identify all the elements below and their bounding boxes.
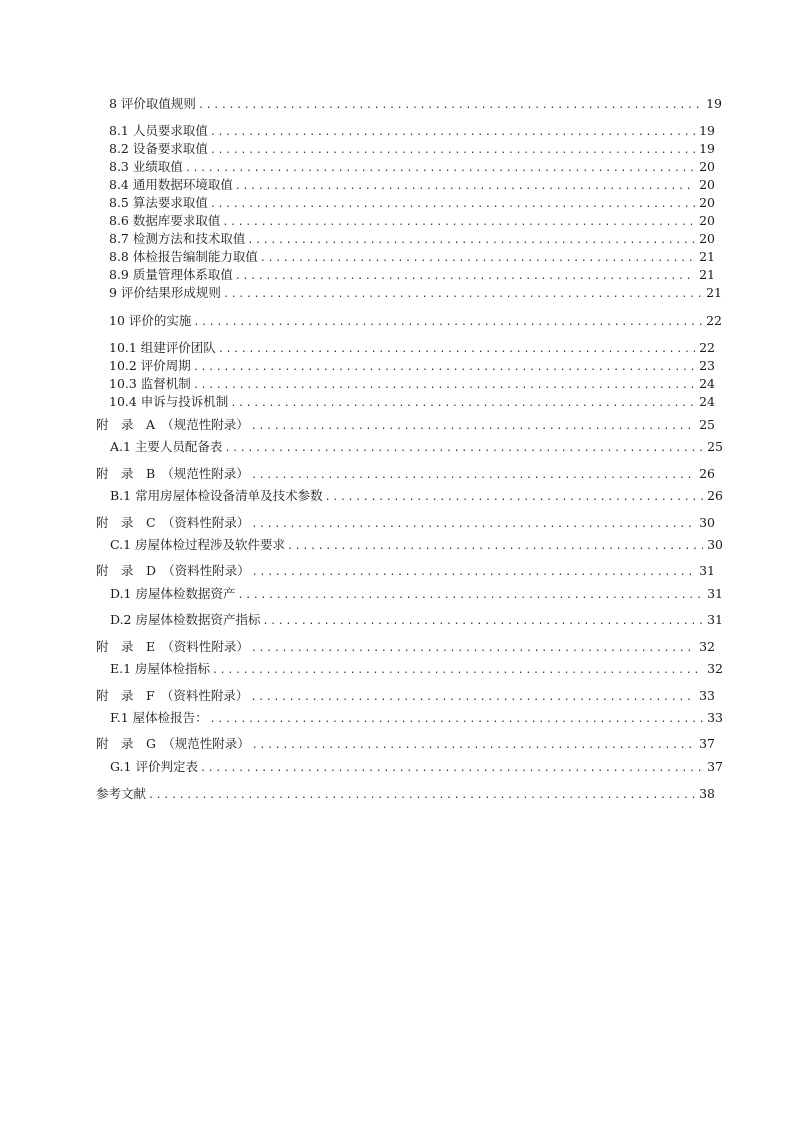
toc-entry-page: 20 xyxy=(699,231,715,246)
toc-entry-label: 10.1 组建评价团队 xyxy=(109,340,216,355)
toc-entry-page: 25 xyxy=(707,439,723,454)
toc-entry-appendix-d[interactable] xyxy=(96,563,715,581)
toc-entry-10-3[interactable] xyxy=(109,376,715,394)
dot-leader xyxy=(251,419,695,435)
dot-leader xyxy=(235,179,695,195)
toc-entry-page: 32 xyxy=(699,639,715,654)
toc-entry-appendix-g[interactable] xyxy=(96,736,715,754)
toc-entry-label: 9 评价结果形成规则 xyxy=(109,285,221,300)
toc-entry-label: D.1 房屋体检数据资产 xyxy=(110,586,236,601)
toc-entry-label: 8.5 算法要求取值 xyxy=(109,195,208,210)
toc-entry-page: 19 xyxy=(706,96,722,111)
dot-leader xyxy=(210,125,695,141)
dot-leader xyxy=(235,269,695,285)
toc-entry-page: 37 xyxy=(707,759,723,774)
toc-entry-label: 8.9 质量管理体系取值 xyxy=(109,267,233,282)
dot-leader xyxy=(230,396,695,412)
toc-entry-appendix-c[interactable] xyxy=(96,515,715,533)
toc-entry-page: 24 xyxy=(699,376,715,391)
dot-leader xyxy=(260,251,695,267)
toc-entry-label: 8.6 数据库要求取值 xyxy=(109,213,221,228)
dot-leader xyxy=(252,565,695,581)
dot-leader xyxy=(193,315,702,331)
dot-leader xyxy=(222,215,695,231)
toc-entry-appendix-b[interactable] xyxy=(96,466,715,484)
toc-entry-page: 38 xyxy=(699,786,715,801)
toc-entry-8-5[interactable] xyxy=(109,195,715,213)
toc-entry-page: 20 xyxy=(699,177,715,192)
toc-entry-8-3[interactable] xyxy=(109,159,715,177)
toc-entry-appendix-e[interactable] xyxy=(96,639,715,657)
toc-entry-references[interactable] xyxy=(96,786,715,804)
toc-entry-appendix-f[interactable] xyxy=(96,688,715,706)
toc-entry-appendix-a[interactable] xyxy=(96,417,715,435)
dot-leader xyxy=(251,468,695,484)
dot-leader xyxy=(325,490,704,506)
toc-entry-label: 附 录 E （资料性附录） xyxy=(96,639,249,654)
toc-entry-page: 24 xyxy=(699,394,715,409)
toc-entry-c-1[interactable] xyxy=(110,537,723,555)
dot-leader xyxy=(237,588,703,604)
dot-leader xyxy=(193,360,695,376)
toc-entry-8-9[interactable] xyxy=(109,267,715,285)
toc-entry-page: 21 xyxy=(706,285,722,300)
toc-entry-e-1[interactable] xyxy=(110,661,723,679)
dot-leader xyxy=(251,517,695,533)
toc-entry-8-4[interactable] xyxy=(109,177,715,195)
toc-entry-label: A.1 主要人员配备表 xyxy=(110,439,223,454)
toc-entry-label: 附 录 A （规范性附录） xyxy=(96,417,249,432)
toc-entry-page: 20 xyxy=(699,195,715,210)
toc-entry-page: 30 xyxy=(699,515,715,530)
toc-entry-10[interactable] xyxy=(109,313,722,331)
toc-entry-9[interactable] xyxy=(109,285,722,303)
dot-leader xyxy=(223,287,702,303)
dot-leader xyxy=(200,761,703,777)
toc-entry-10-4[interactable] xyxy=(109,394,715,412)
toc-entry-d-1[interactable] xyxy=(110,586,723,604)
toc-entry-page: 25 xyxy=(699,417,715,432)
dot-leader xyxy=(247,233,695,249)
toc-entry-page: 21 xyxy=(699,267,715,282)
dot-leader xyxy=(212,663,703,679)
toc-entry-page: 30 xyxy=(707,537,723,552)
toc-entry-8-8[interactable] xyxy=(109,249,715,267)
toc-entry-8-2[interactable] xyxy=(109,141,715,159)
dot-leader xyxy=(210,197,695,213)
toc-entry-page: 21 xyxy=(699,249,715,264)
toc-entry-page: 23 xyxy=(699,358,715,373)
toc-entry-label: 8.1 人员要求取值 xyxy=(109,123,208,138)
toc-entry-label: 8 评价取值规则 xyxy=(109,96,196,111)
toc-entry-label: 附 录 F （资料性附录） xyxy=(96,688,249,703)
toc-entry-page: 37 xyxy=(699,736,715,751)
toc-entry-label: 附 录 D （资料性附录） xyxy=(96,563,250,578)
dot-leader xyxy=(251,641,695,657)
dot-leader xyxy=(250,690,695,706)
toc-entry-8-1[interactable] xyxy=(109,123,715,141)
dot-leader xyxy=(148,788,695,804)
toc-entry-page: 20 xyxy=(699,213,715,228)
toc-entry-page: 31 xyxy=(699,563,715,578)
toc-entry-page: 19 xyxy=(699,123,715,138)
toc-entry-label: 8.7 检测方法和技术取值 xyxy=(109,231,246,246)
toc-entry-label: 10.3 监督机制 xyxy=(109,376,191,391)
toc-entry-g-1[interactable] xyxy=(110,759,723,777)
toc-entry-label: 8.3 业绩取值 xyxy=(109,159,183,174)
toc-entry-page: 33 xyxy=(699,688,715,703)
toc-entry-page: 32 xyxy=(707,661,723,676)
toc-entry-f-1[interactable] xyxy=(110,710,723,728)
toc-entry-label: 8.8 体检报告编制能力取值 xyxy=(109,249,258,264)
toc-entry-label: 参考文献 xyxy=(96,786,147,801)
toc-entry-label: 10 评价的实施 xyxy=(109,313,192,328)
toc-entry-page: 22 xyxy=(699,340,715,355)
toc-entry-page: 20 xyxy=(699,159,715,174)
dot-leader xyxy=(193,378,695,394)
toc-entry-label: 附 录 G （规范性附录） xyxy=(96,736,250,751)
dot-leader xyxy=(198,98,702,114)
dot-leader xyxy=(224,441,703,457)
toc-entry-label: 附 录 C （资料性附录） xyxy=(96,515,250,530)
dot-leader xyxy=(185,161,695,177)
toc-entry-label: 8.4 通用数据环境取值 xyxy=(109,177,233,192)
dot-leader xyxy=(252,738,695,754)
toc-entry-label: C.1 房屋体检过程涉及软件要求 xyxy=(110,537,286,552)
toc-entry-label: 8.2 设备要求取值 xyxy=(109,141,208,156)
toc-entry-b-1[interactable] xyxy=(110,488,723,506)
dot-leader xyxy=(262,614,703,630)
toc-entry-page: 31 xyxy=(707,586,723,601)
toc-entry-label: 附 录 B （规范性附录） xyxy=(96,466,249,481)
toc-entry-8-6[interactable] xyxy=(109,213,715,231)
toc-entry-page: 26 xyxy=(699,466,715,481)
toc-entry-page: 33 xyxy=(707,710,723,725)
toc-entry-label: B.1 常用房屋体检设备清单及技术参数 xyxy=(110,488,323,503)
toc-entry-label: 10.2 评价周期 xyxy=(109,358,191,373)
toc-entry-10-2[interactable] xyxy=(109,358,715,376)
toc-entry-label: G.1 评价判定表 xyxy=(110,759,198,774)
toc-entry-8-7[interactable] xyxy=(109,231,715,249)
toc-entry-page: 26 xyxy=(707,488,723,503)
toc-entry-d-2[interactable] xyxy=(110,612,723,630)
toc-entry-a-1[interactable] xyxy=(110,439,723,457)
dot-leader xyxy=(287,539,703,555)
toc-entry-label: F.1 屋体检报告： xyxy=(110,710,208,725)
toc-entry-label: 10.4 申诉与投诉机制 xyxy=(109,394,229,409)
dot-leader xyxy=(218,342,695,358)
toc-entry-10-1[interactable] xyxy=(109,340,715,358)
dot-leader xyxy=(210,712,703,728)
toc-entry-label: E.1 房屋体检指标 xyxy=(110,661,211,676)
toc-entry-page: 19 xyxy=(699,141,715,156)
toc-entry-8[interactable] xyxy=(109,96,722,114)
toc-entry-page: 31 xyxy=(707,612,723,627)
toc-entry-page: 22 xyxy=(706,313,722,328)
dot-leader xyxy=(210,143,695,159)
toc-entry-label: D.2 房屋体检数据资产指标 xyxy=(110,612,261,627)
